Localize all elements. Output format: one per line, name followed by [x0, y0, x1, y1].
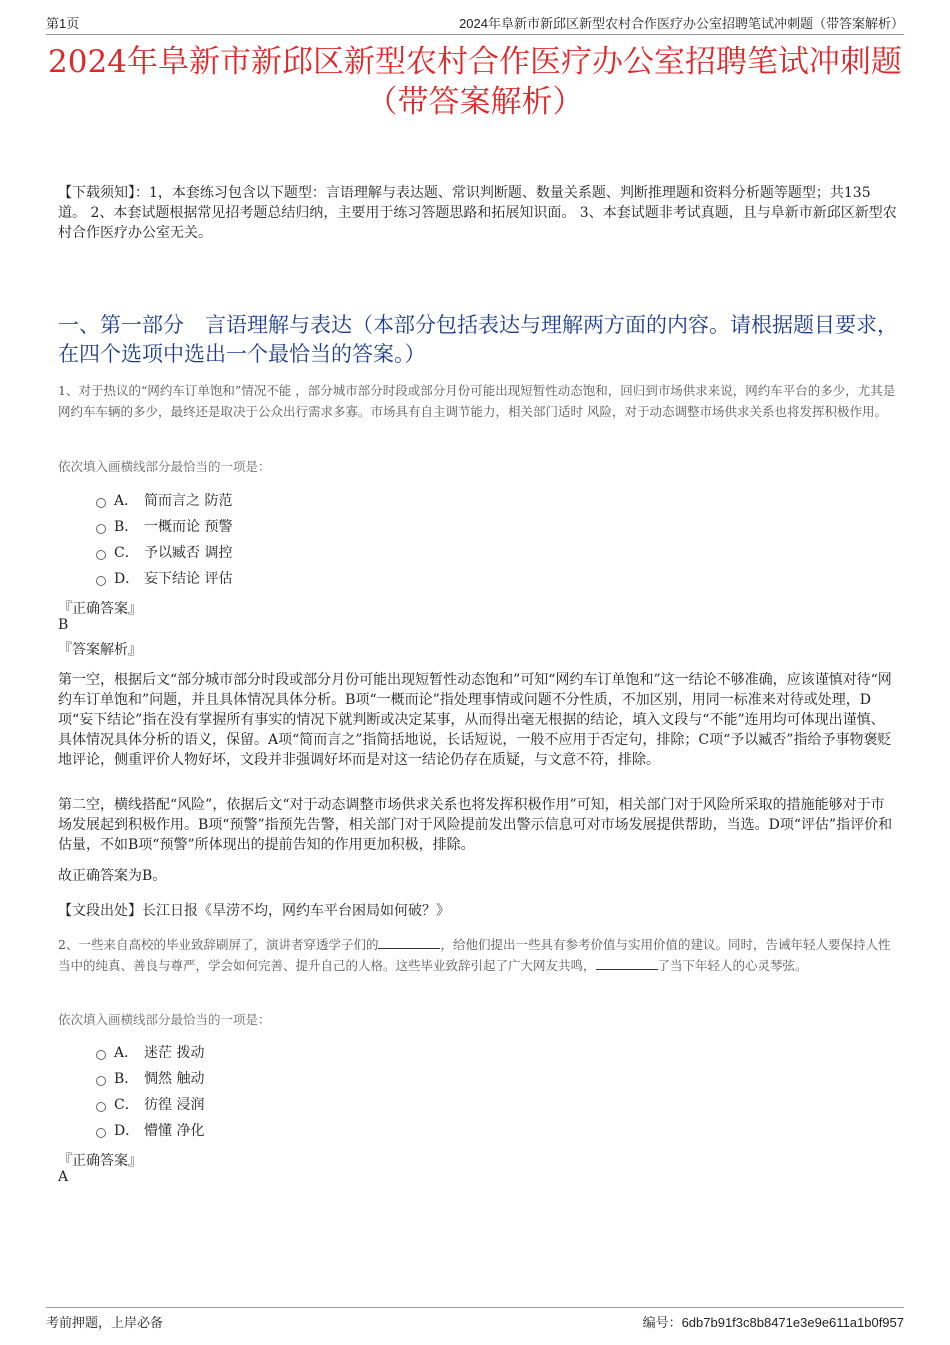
- footer-serial: 编号：6db7b91f3c8b8471e3e9e611a1b0f957: [642, 1315, 904, 1330]
- fill-blank: [596, 957, 658, 970]
- radio-button[interactable]: [96, 1076, 106, 1086]
- download-notice: 【下载须知】：1，本套练习包含以下题型：言语理解与表达题、常识判断题、数量关系题、判断推理题和资料分析题等题型；共135道。 2、本套试题根据常见招考题总结归纳，主要用于练习答题思路和拓展知识面。 3、本套试题非考试真题，且与阜新市新邱区新型农村合作医疗办公室无关。: [58, 185, 897, 241]
- page-footer: [46, 1307, 904, 1330]
- radio-button[interactable]: [96, 1050, 106, 1060]
- section-heading: 一、第一部分 言语理解与表达（本部分包括表达与理解两方面的内容。请根据题目要求，在四个选项中选出一个最恰当的答案。）: [58, 313, 898, 366]
- page-header: [46, 14, 904, 35]
- analysis-label: 『答案解析』: [58, 642, 142, 658]
- analysis-paragraph: 第一空，根据后文“部分城市部分时段或部分月份可能出现短暂性动态饱和”可知“网约车订单饱和”这一结论不够准确，应该谨慎对待“网约车订单饱和”问题，并且具体情况具体分析。B项“一概而论”指处理事情或问题不分性质，不加区别，用同一标准来对待或处理，D项“妄下结论”指在没有掌握所有事实的情况下就判断或决定某事，从而得出毫无根据的结论，填入文段与“不能”连用均可体现出谨慎、具体情况具体分析的语义，保留。A项“简而言之”指简括地说，长话短说，一般不应用于否定句，排除；C项“予以臧否”指给予事物褒贬地评论，侧重评价人物好坏，文段并非强调好坏而是对这一结论仍存在质疑，与文意不符，排除。: [58, 672, 892, 768]
- question-1-text: 1、对于热议的“网约车订单饱和”情况不能 ，部分城市部分时段或部分月份可能出现短暂性动态饱和，回归到市场供求来说，网约车平台的多少，尤其是网约车车辆的多少，最终还是取决于公众出行需求多寡。市场具有自主调节能力，相关部门适时 风险，对于动态调整市场供求关系也将发挥积极作用。: [58, 383, 896, 419]
- correct-answer: A: [58, 1169, 69, 1185]
- correct-answer-label: 『正确答案』: [58, 601, 142, 617]
- radio-button[interactable]: [96, 1128, 106, 1138]
- title-line-2: （带答案解析）: [366, 84, 584, 120]
- radio-button[interactable]: [96, 1102, 106, 1112]
- page-number: 第1页: [46, 16, 80, 31]
- question-2-text: 2、一些来自高校的毕业致辞刷屏了，演讲者穿透学子们的 ，给他们提出一些具有参考价值与实用价值的建议。同时，告诫年轻人要保持人性当中的纯真、善良与尊严，学会如何完善、提升自己的人格。这些毕业致辞引起了广大网友共鸣， 了当下年轻人的心灵琴弦。: [58, 937, 891, 973]
- page-title: [40, 42, 910, 122]
- fill-blank: [378, 936, 440, 949]
- title-line-1: 2024年阜新市新邱区新型农村合作医疗办公室招聘笔试冲刺题: [48, 44, 902, 80]
- question-1-prompt: 依次填入画横线部分最恰当的一项是：: [58, 459, 271, 474]
- analysis-paragraph: 第二空，横线搭配“风险”，依据后文“对于动态调整市场供求关系也将发挥积极作用”可知，相关部门对于风险所采取的措施能够对于市场发展起到积极作用。B项“预警”指预先告警，相关部门对于风险提前发出警示信息可对市场发展提供帮助，当选。D项“评估”指评价和估量，不如B项“预警”所体现出的提前告知的作用更加积极，排除。: [58, 797, 893, 853]
- correct-answer-label: 『正确答案』: [58, 1153, 142, 1169]
- question-2-prompt: 依次填入画横线部分最恰当的一项是：: [58, 1012, 271, 1027]
- radio-button[interactable]: [96, 550, 106, 560]
- footer-slogan: 考前押题，上岸必备: [46, 1315, 164, 1330]
- header-doc-title: 2024年阜新市新邱区新型农村合作医疗办公室招聘笔试冲刺题（带答案解析）: [459, 16, 904, 31]
- radio-button[interactable]: [96, 576, 106, 586]
- correct-answer: B: [58, 617, 69, 633]
- radio-button[interactable]: [96, 498, 106, 508]
- source-citation: 【文段出处】长江日报《旱涝不均，网约车平台困局如何破？》: [58, 903, 450, 919]
- radio-button[interactable]: [96, 524, 106, 534]
- analysis-conclusion: 故正确答案为B。: [58, 868, 167, 884]
